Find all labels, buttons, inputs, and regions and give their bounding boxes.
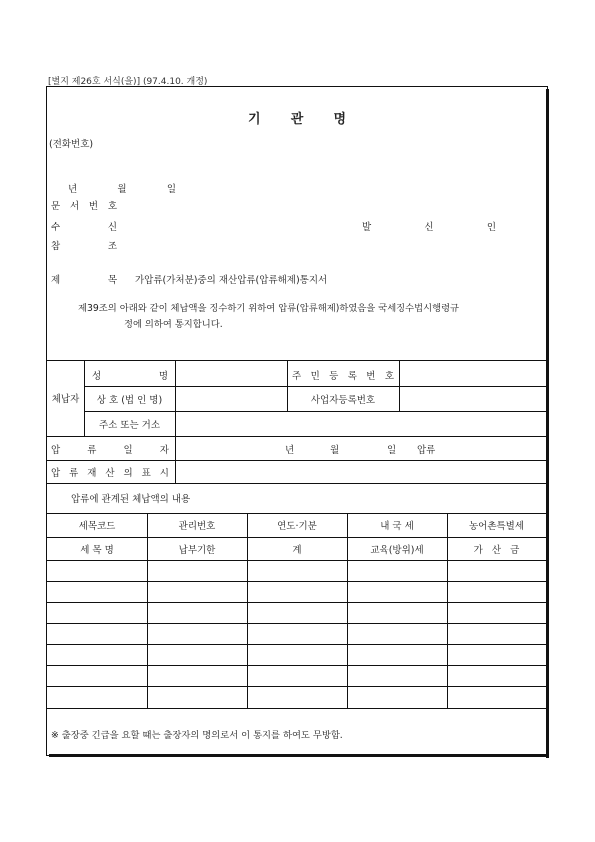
header-education-tax: 교육(방위)세: [370, 544, 424, 556]
resident-number-char: 호: [384, 371, 394, 382]
header-total: 계: [292, 544, 302, 556]
title-char-3: 명: [333, 112, 346, 127]
subject-char: 목: [107, 275, 117, 286]
business-name-field[interactable]: [176, 387, 286, 410]
grid-line: [47, 560, 546, 561]
frame-shadow-right: [546, 89, 549, 758]
body-line-2: 정에 의하여 통지합니다.: [124, 319, 223, 330]
resident-number-char: 주: [292, 371, 302, 382]
grid-line: [47, 665, 546, 666]
grid-line: [47, 708, 546, 709]
agency-name-title: [248, 108, 346, 127]
recipient-char: 신: [107, 222, 117, 233]
name-field[interactable]: [176, 361, 286, 385]
date-month: 월: [117, 184, 127, 195]
header-management-number: 관리번호: [178, 521, 216, 532]
doc-number-char: 문: [51, 201, 61, 212]
seizure-property-field[interactable]: [176, 461, 545, 482]
reference-char: 참: [51, 241, 61, 252]
business-number-label: 사업자등록번호: [310, 394, 376, 406]
name-char: 명: [158, 371, 168, 382]
title-char-2: 관: [290, 112, 304, 127]
seizure-property-char: 의: [123, 468, 133, 479]
seizure-property-char: 시: [159, 468, 169, 479]
resident-number-char: 민: [310, 371, 320, 382]
seizure-year: 년: [285, 445, 295, 456]
seizure-property-char: 재: [87, 468, 97, 479]
sender-char: 발: [362, 222, 372, 233]
title-char-1: 기: [248, 112, 261, 127]
seizure-month: 월: [330, 445, 340, 456]
grid-line: [47, 602, 546, 603]
seizure-date-char: 일: [123, 445, 133, 456]
frame-shadow-bottom: [49, 754, 549, 757]
grid-line: [47, 436, 546, 437]
sender-label: [362, 219, 496, 233]
seizure-day: 일: [387, 445, 397, 456]
name-label: [92, 368, 168, 382]
header-rural-special-tax: 농어촌특별세: [468, 521, 525, 532]
seizure-date-char: 류: [87, 445, 97, 456]
body-line-1: 제39조의 아래와 같이 체납액을 징수하기 위하여 압류(압류해제)하였음을 국세징수법시행령규: [78, 303, 460, 314]
seizure-date-value: [285, 442, 445, 454]
header-domestic-tax: 내 국 세: [380, 521, 414, 532]
header-tax-code: 세목코드: [78, 521, 116, 532]
resident-number-field[interactable]: [400, 361, 545, 385]
doc-number-char: 호: [107, 201, 117, 212]
business-name-label: 상 호 (법 인 명): [96, 394, 163, 406]
grid-line: [47, 686, 546, 687]
address-field[interactable]: [176, 412, 545, 435]
subject-label: [51, 272, 117, 286]
header-tax-item-name: 세 목 명: [80, 544, 114, 556]
seizure-property-char: 표: [141, 468, 151, 479]
header-year-period: 연도·기분: [277, 521, 317, 532]
date-line: [68, 181, 176, 195]
resident-number-label: [292, 368, 394, 382]
footnote: ※ 출장중 긴급을 요할 때는 출장자의 명의로서 이 통지를 하여도 무방함.: [51, 730, 343, 741]
arrears-heading: 압류에 관계된 체납액의 내용: [71, 494, 191, 505]
doc-number-char: 번: [88, 201, 99, 212]
resident-number-char: 번: [366, 371, 376, 382]
taxpayer-group-label: 체납자: [51, 394, 80, 405]
resident-number-char: 록: [347, 371, 357, 382]
subject-text: 가압류(가처분)중의 재산압류(압류해제)통지서: [135, 275, 328, 286]
reference-label: [51, 238, 117, 252]
seizure-date-label: [51, 442, 169, 456]
address-label: 주소 또는 거소: [98, 419, 161, 431]
sender-char: 신: [424, 222, 434, 233]
grid-line: [47, 483, 546, 484]
seizure-property-char: 산: [105, 468, 115, 479]
seizure-property-char: 압: [51, 468, 61, 479]
seizure-date-char: 압: [51, 445, 61, 456]
date-year: 년: [68, 184, 78, 195]
sender-char: 인: [486, 222, 496, 233]
recipient-char: 수: [51, 222, 61, 233]
recipient-label: [51, 219, 117, 233]
subject-char: 제: [51, 275, 61, 286]
grid-line: [47, 623, 546, 624]
grid-line: [47, 581, 546, 582]
seizure-label: 압류: [417, 445, 436, 456]
seizure-date-char: 자: [159, 445, 169, 456]
seizure-property-label: [51, 465, 169, 479]
seizure-property-char: 류: [69, 468, 79, 479]
doc-number-char: 서: [69, 201, 80, 212]
name-char: 성: [92, 371, 102, 382]
grid-line: [47, 644, 546, 645]
form-number-label: [별지 제26호 서식(을)] (97.4.10. 개정): [48, 77, 208, 87]
business-number-field[interactable]: [400, 387, 545, 410]
phone-number-label: (전화번호): [49, 139, 94, 150]
reference-char: 조: [107, 241, 117, 252]
doc-number-label: [51, 198, 117, 212]
date-day: 일: [166, 184, 176, 195]
header-payment-deadline: 납부기한: [178, 544, 216, 556]
resident-number-char: 등: [329, 371, 339, 382]
header-additional-charge: 가 산 금: [473, 544, 520, 556]
